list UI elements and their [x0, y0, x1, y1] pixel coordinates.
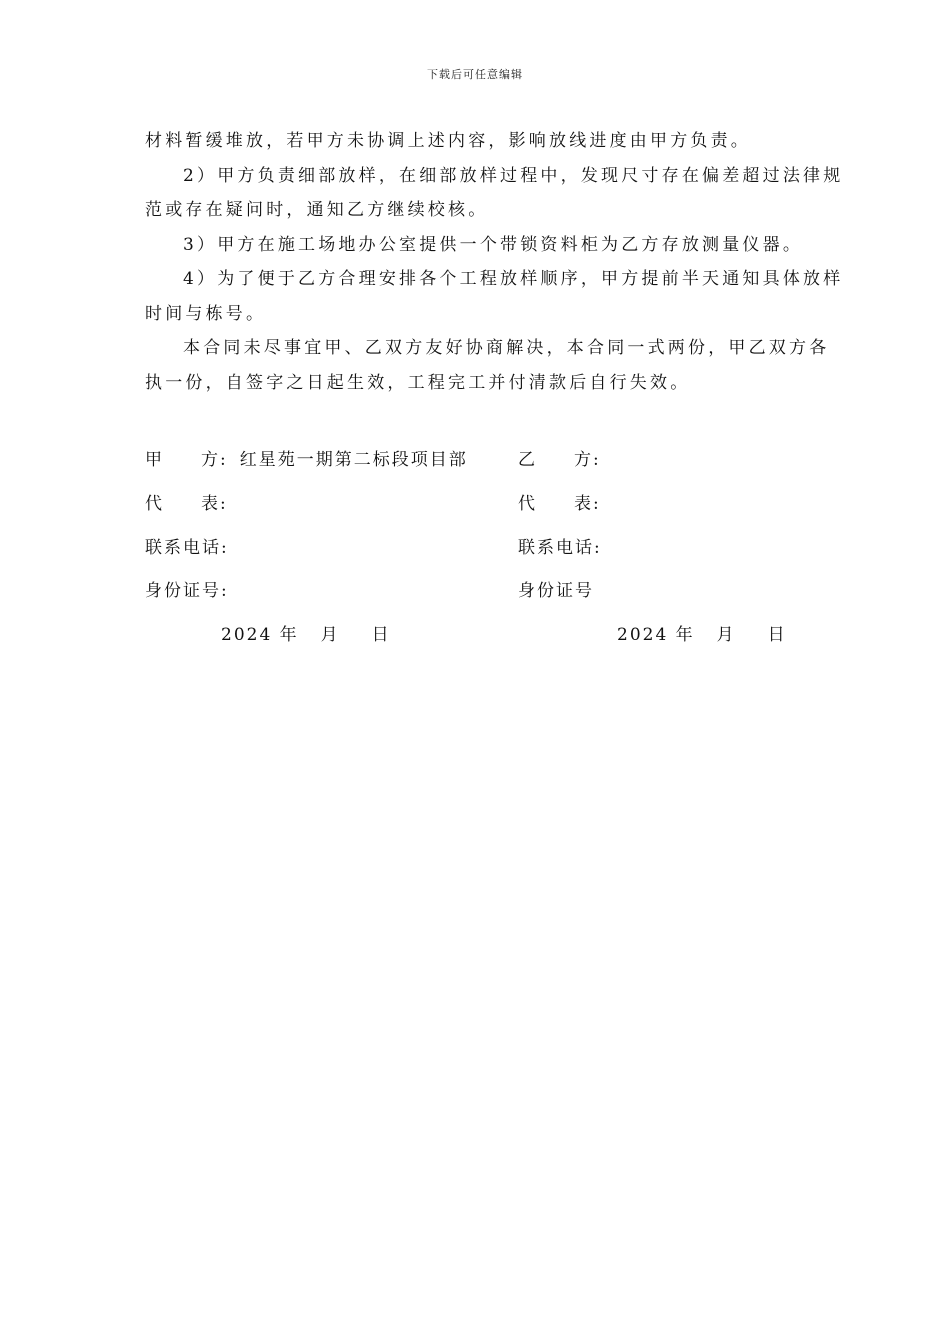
party-b-id: 身份证号 [518, 581, 594, 601]
contract-body [145, 124, 844, 400]
party-b-rep-first: 代 [518, 494, 537, 514]
party-a-date-year: 2024 年 [221, 625, 299, 645]
paragraph-line: 4）为了便于乙方合理安排各个工程放样顺序，甲方提前半天通知具体放样 [183, 269, 844, 289]
paragraph-line: 材料暂缓堆放，若甲方未协调上述内容，影响放线进度由甲方负责。 [145, 131, 751, 151]
party-b-date [617, 620, 787, 645]
party-b-label-first: 乙 [518, 450, 537, 470]
party-a-id: 身份证号: [145, 581, 229, 601]
party-b-date-year: 2024 年 [617, 625, 695, 645]
paragraph-line: 执一份，自签字之日起生效，工程完工并付清款后自行失效。 [145, 372, 691, 393]
party-a-date-month: 月 [320, 625, 340, 645]
party-b-label-row [518, 445, 601, 470]
party-a-rep-first: 代 [145, 494, 164, 514]
paragraph-line: 本合同未尽事宜甲、乙双方友好协商解决，本合同一式两份，甲乙双方各 [183, 338, 830, 358]
party-b-date-day: 日 [767, 625, 787, 645]
paragraph-line: 2）甲方负责细部放样，在细部放样过程中，发现尺寸存在偏差超过法律规 [183, 165, 844, 186]
paragraph-line: 3）甲方在施工场地办公室提供一个带锁资料柜为乙方存放测量仪器。 [183, 234, 804, 255]
party-b-rep-second: 表: [574, 494, 601, 514]
page-header: 下载后可任意编辑 [427, 68, 523, 81]
party-a-rep-row [145, 489, 228, 514]
party-a-rep-second: 表: [201, 494, 228, 514]
party-a-name: 红星苑一期第二标段项目部 [239, 450, 468, 470]
party-b-label-second: 方: [574, 450, 601, 470]
party-a-date-day: 日 [371, 625, 391, 645]
party-a-label-second: 方: [201, 450, 228, 470]
party-a-phone: 联系电话: [145, 538, 229, 558]
paragraph-line: 范或存在疑问时，通知乙方继续校核。 [145, 200, 489, 220]
party-a-date [221, 620, 391, 645]
party-a-label-first: 甲 [145, 450, 164, 470]
party-b-rep-row [518, 489, 601, 514]
paragraph-line: 时间与栋号。 [145, 303, 267, 324]
party-b-phone: 联系电话: [518, 538, 602, 558]
party-a-label-row [145, 445, 468, 470]
party-b-date-month: 月 [716, 625, 736, 645]
